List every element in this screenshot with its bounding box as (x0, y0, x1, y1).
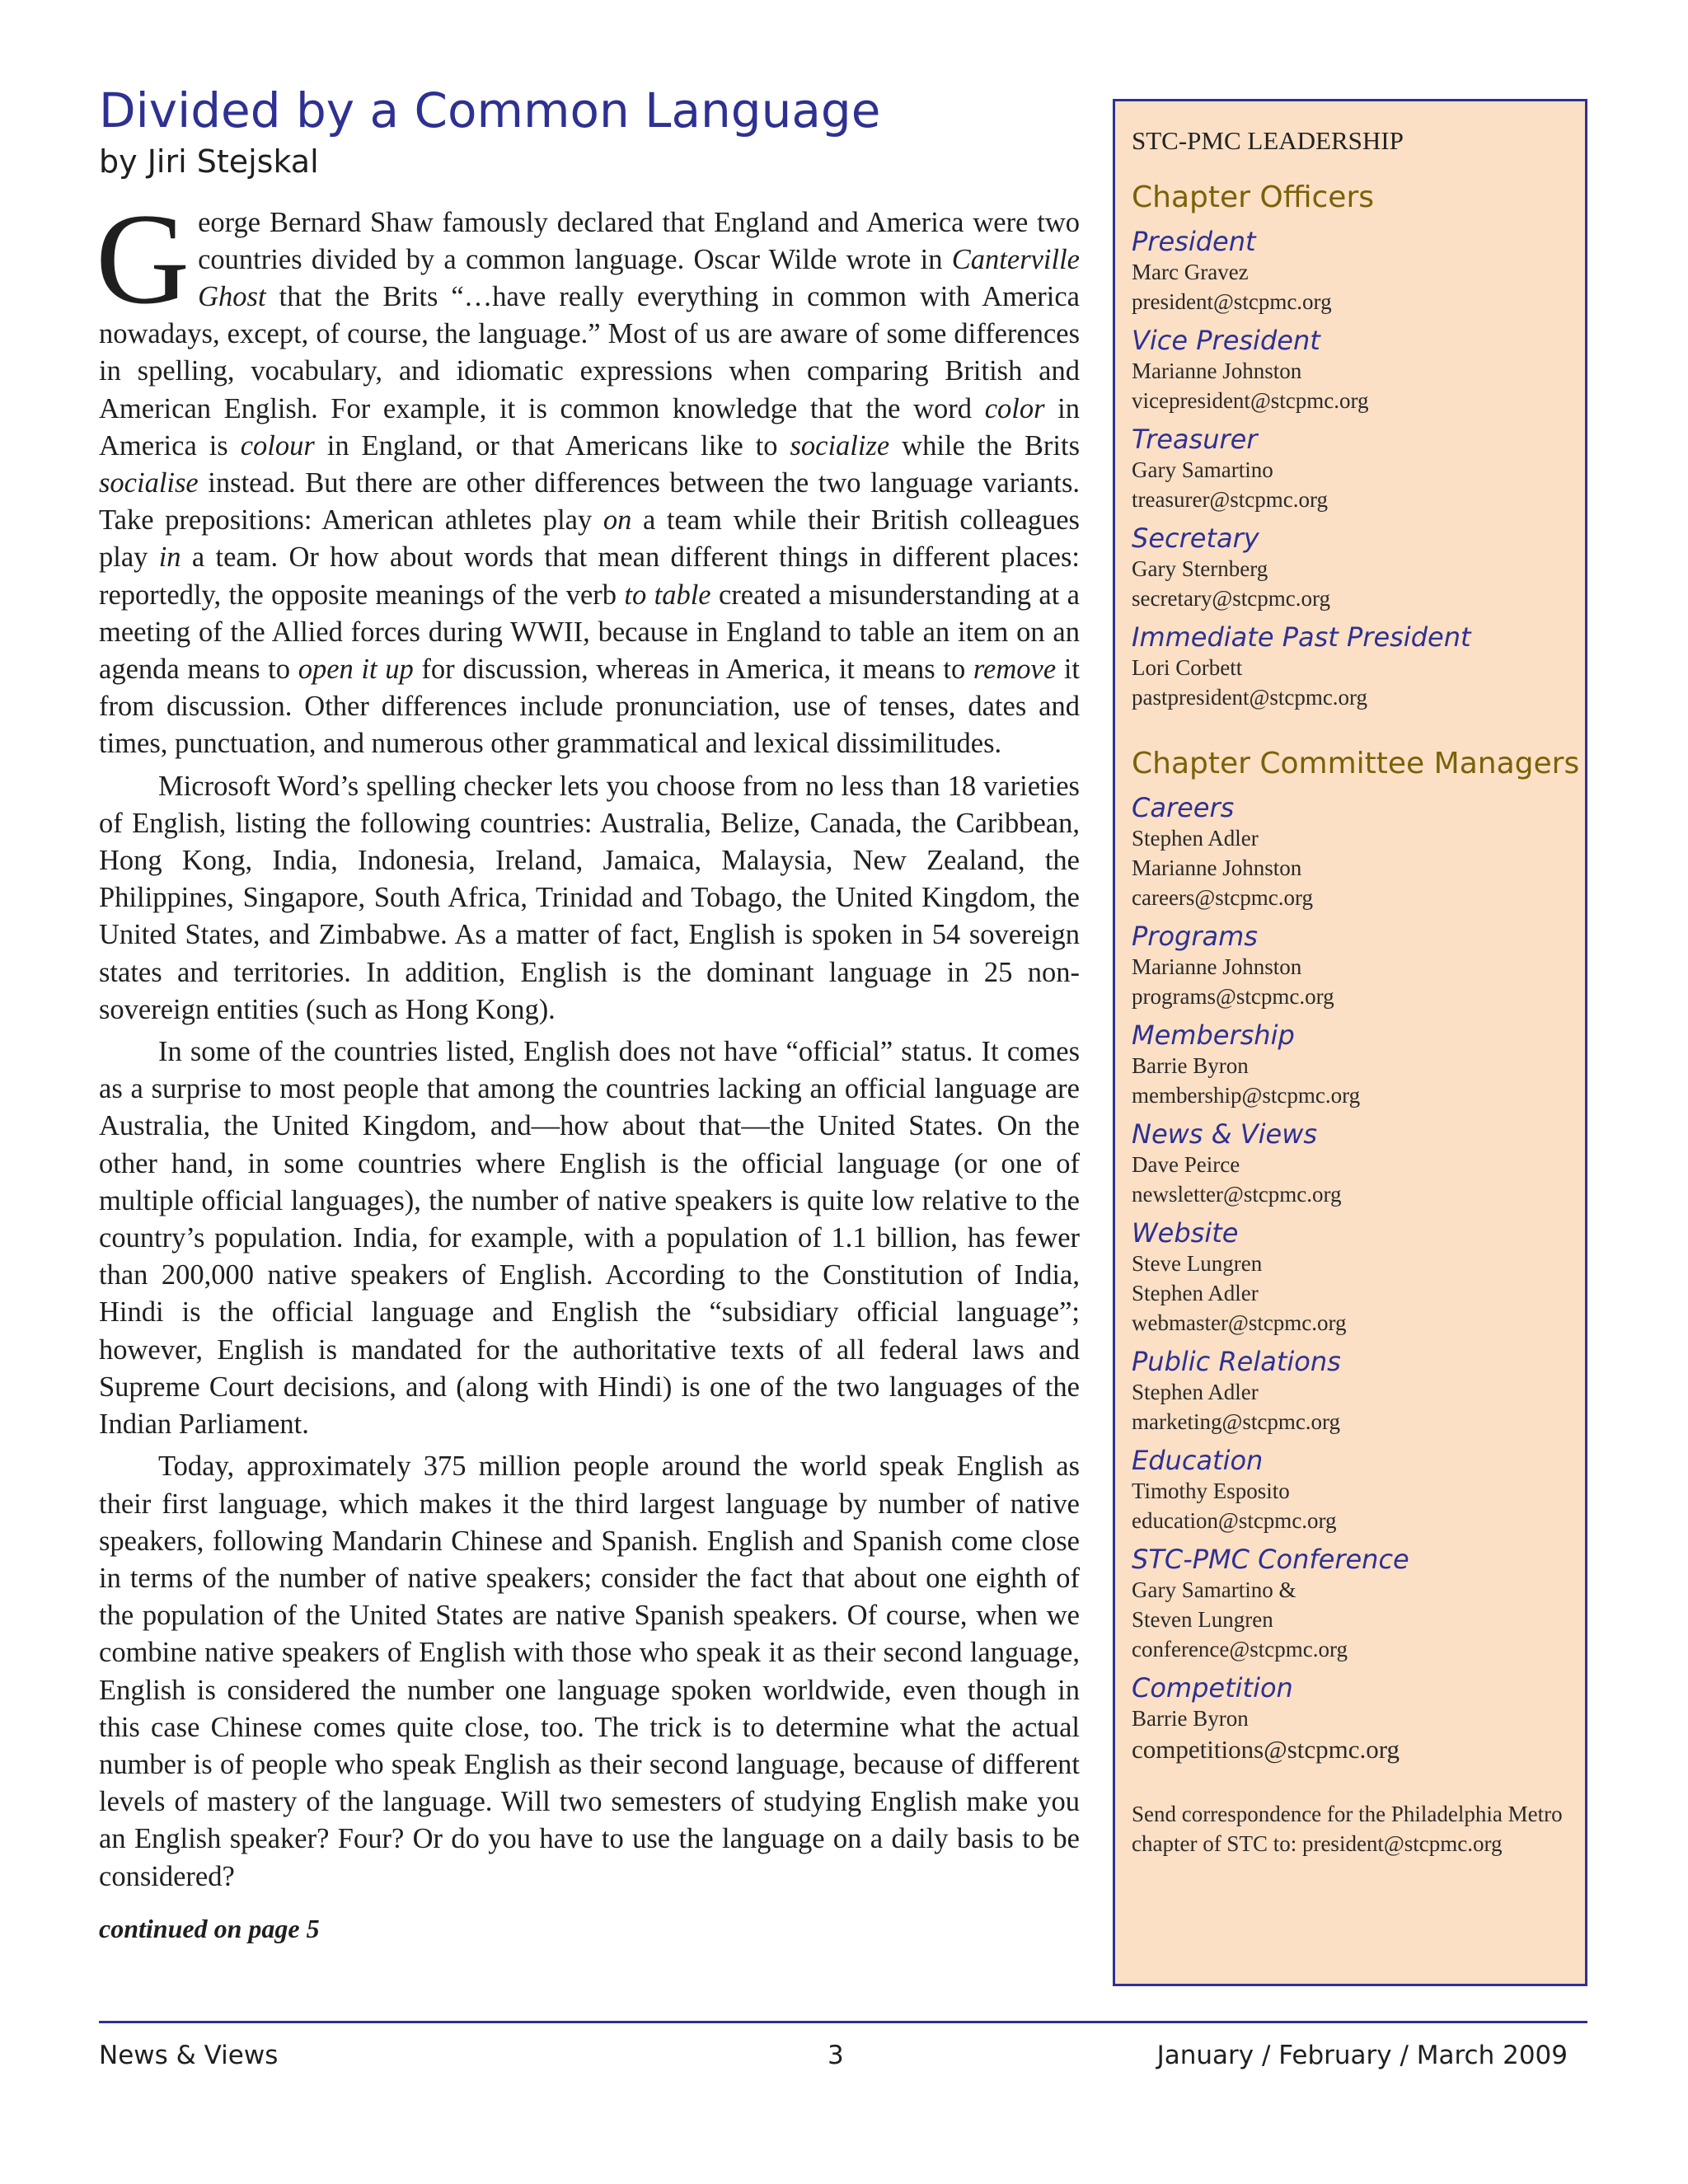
managers-list (1132, 792, 1585, 1766)
email-link[interactable]: pastpresident@stcpmc.org (1132, 685, 1368, 710)
role-title: News & Views (1132, 1118, 1318, 1150)
email-link[interactable]: webmaster@stcpmc.org (1132, 1310, 1347, 1335)
person-name: Steve Lungren (1132, 1251, 1263, 1276)
italic-run: to table (624, 579, 711, 611)
email-link[interactable]: competitions@stcpmc.org (1132, 1735, 1400, 1764)
role-title: Public Relations (1132, 1346, 1341, 1377)
text-run: in England, or that Americans like to (314, 429, 790, 462)
text-run: it from discussion. Other differences include pronunciation, use of tenses, dates and times, punctuation, and numerous other grammatical and lexical dissimilitudes. (99, 654, 1080, 760)
person-name: Marc Gravez (1132, 260, 1249, 284)
text-run: a team while their British colleagues play (99, 504, 1080, 574)
email-link[interactable]: marketing@stcpmc.org (1132, 1409, 1341, 1434)
text-run: created a misunderstanding at a meeting of the Allied forces during WWII, because in England to table an item on an agenda means to (99, 579, 1080, 686)
paragraph-2: Microsoft Word’s spelling checker lets you choose from no less than 18 varieties of English, listing the following countries: Australia, Belize, Canada, the Caribbean, Hong Kong, India, Indonesia, Ireland, Jamaica, Malaysia, New Zealand, the Philippines, Singapore, South Africa, Trinidad and Tobago, the United Kingdom, the United States, and Zimbabwe. As a matter of fact, English is spoken in 54 sovereign states and territories. In addition, English is the dominant language in 25 non-sovereign entities (such as Hong Kong). (99, 770, 1080, 1025)
person-name: Dave Peirce (1132, 1152, 1240, 1177)
text-run: in America is (99, 392, 1080, 462)
managers-entry (1132, 1217, 1585, 1338)
email-link[interactable]: conference@stcpmc.org (1132, 1637, 1348, 1661)
correspondence-note: Send correspondence for the Philadelphia Metro chapter of STC to: president@stcpmc.org (1132, 1802, 1563, 1856)
email-link[interactable]: education@stcpmc.org (1132, 1508, 1337, 1533)
italic-run: in (158, 541, 181, 574)
officers-heading: Chapter Officers (1132, 180, 1375, 214)
officers-entry (1132, 523, 1585, 613)
italic-run: open it up (298, 654, 414, 686)
italic-run: color (984, 392, 1045, 424)
managers-heading: Chapter Committee Managers (1132, 747, 1580, 780)
text-run: instead. But there are other differences between the two language variants. Take prepositions: American athletes play (99, 467, 1080, 537)
email-link[interactable]: careers@stcpmc.org (1132, 885, 1314, 910)
text-run: for discussion, whereas in America, it means to (413, 654, 973, 686)
officers-list (1132, 226, 1585, 712)
role-title: Education (1132, 1445, 1264, 1476)
role-title: Careers (1132, 792, 1235, 823)
person-name: Stephen Adler (1132, 1380, 1259, 1404)
managers-entry (1132, 1672, 1585, 1766)
role-title: Treasurer (1132, 424, 1258, 455)
role-title: Website (1132, 1217, 1239, 1249)
person-name: Gary Sternberg (1132, 556, 1268, 581)
person-name: Gary Samartino (1132, 457, 1273, 482)
role-title: Vice President (1132, 325, 1320, 356)
footer-rule (99, 2021, 1587, 2023)
footer-publication: News & Views (99, 2041, 279, 2070)
person-name: Gary Samartino & (1132, 1577, 1296, 1602)
managers-entry (1132, 1019, 1585, 1110)
sidebar-heading: STC-PMC LEADERSHIP (1132, 126, 1404, 155)
role-title: Programs (1132, 921, 1258, 952)
person-name: Marianne Johnston (1132, 359, 1302, 383)
person-name: Stephen Adler (1132, 826, 1259, 851)
italic-run: colour (240, 429, 315, 462)
paragraph-4: Today, approximately 375 million people around the world speak English as their first language, which makes it the third largest language by number of native speakers, following Mandarin Chinese and Spanish. English and Spanish come close in terms of the number of native speakers; consider the fact that about one eighth of the population of the United States are native Spanish speakers. Of course, when we combine native speakers of English with those who speak it as their second language, English is considered the number one language spoken worldwide, even though in this case Chinese comes quite close, too. The trick is to determine what the actual number is of people who speak English as their second language, because of different levels of mastery of the language. Will two semesters of studying English make you an English speaker? Four? Or do you have to use the language on a daily basis to be considered? (99, 1451, 1080, 1892)
managers-entry (1132, 1544, 1585, 1664)
email-link[interactable]: secretary@stcpmc.org (1132, 586, 1331, 611)
text-run: eorge Bernard Shaw famously declared that England and America were two countries divided by a common language. Oscar Wilde wrote in (198, 206, 1080, 275)
person-name: Lori Corbett (1132, 655, 1243, 680)
person-name: Barrie Byron (1132, 1053, 1249, 1078)
italic-run: on (603, 504, 632, 537)
role-title: Competition (1132, 1672, 1293, 1704)
role-title: Secretary (1132, 523, 1259, 554)
continued-note: continued on page 5 (99, 1913, 320, 1943)
text-run: that the Brits “…have really everything in common with America nowadays, except, of course, the language.” Most of us are aware of some differences in spelling, vocabulary, and idiomatic expressions when comparing British and American English. For example, it is common knowledge that the word (99, 281, 1080, 424)
officers-entry (1132, 226, 1585, 316)
role-title: Immediate Past President (1132, 621, 1471, 653)
article-body (96, 186, 1081, 1896)
email-link[interactable]: president@stcpmc.org (1132, 289, 1332, 314)
managers-entry (1132, 921, 1585, 1011)
leadership-sidebar (1113, 99, 1587, 1986)
managers-entry (1132, 1118, 1585, 1209)
managers-entry (1132, 1346, 1585, 1436)
italic-run: socialize (790, 429, 890, 462)
italic-run: remove (973, 654, 1057, 686)
officers-entry (1132, 621, 1585, 712)
italic-run: socialise (99, 467, 199, 499)
footer-date: January / February / March 2009 (1156, 2041, 1568, 2070)
role-title: STC-PMC Conference (1132, 1544, 1409, 1575)
paragraph-1-text (99, 207, 1080, 760)
email-link[interactable]: programs@stcpmc.org (1132, 984, 1334, 1009)
email-link[interactable]: vicepresident@stcpmc.org (1132, 388, 1369, 413)
paragraph-1 (96, 186, 1081, 763)
article-title: Divided by a Common Language (99, 82, 881, 138)
person-name: Marianne Johnston (1132, 954, 1302, 979)
officers-entry (1132, 424, 1585, 514)
email-link[interactable]: treasurer@stcpmc.org (1132, 487, 1329, 512)
text-run: while the Brits (889, 429, 1080, 462)
paragraph-3: In some of the countries listed, English does not have “official” status. It comes as a surprise to most people that among the countries lacking an official language are Australia, the United Kingdom, and—how about that—the United States. On the other hand, in some countries where English is the official language (or one of multiple official languages), the number of native speakers is quite low relative to the country’s population. India, for example, with a population of 1.1 billion, has fewer than 200,000 native speakers of English. According to the Constitution of India, Hindi is the official language and English the “subsidiary official language”; however, English is mandated for the authoritative texts of all federal laws and Supreme Court decisions, and (along with Hindi) is one of the two languages of the Indian Parliament. (99, 1036, 1080, 1441)
person-name: Stephen Adler (1132, 1281, 1259, 1305)
email-link[interactable]: membership@stcpmc.org (1132, 1083, 1361, 1108)
italic-run: Canterville Ghost (198, 243, 1080, 312)
article (96, 82, 1081, 1944)
article-byline: by Jiri Stejskal (99, 143, 319, 180)
role-title: President (1132, 226, 1256, 257)
role-title: Membership (1132, 1019, 1295, 1051)
email-link[interactable]: newsletter@stcpmc.org (1132, 1182, 1342, 1207)
person-name: Barrie Byron (1132, 1706, 1249, 1731)
managers-entry (1132, 1445, 1585, 1535)
footer-page-number: 3 (828, 2041, 844, 2070)
text-run: a team. Or how about words that mean different things in different places: reportedly, the opposite meanings of the verb (99, 541, 1081, 611)
managers-entry (1132, 792, 1585, 912)
person-name: Steven Lungren (1132, 1607, 1273, 1632)
person-name: Timothy Esposito (1132, 1479, 1290, 1503)
drop-cap: G (96, 186, 190, 331)
person-name: Marianne Johnston (1132, 855, 1302, 880)
officers-entry (1132, 325, 1585, 415)
